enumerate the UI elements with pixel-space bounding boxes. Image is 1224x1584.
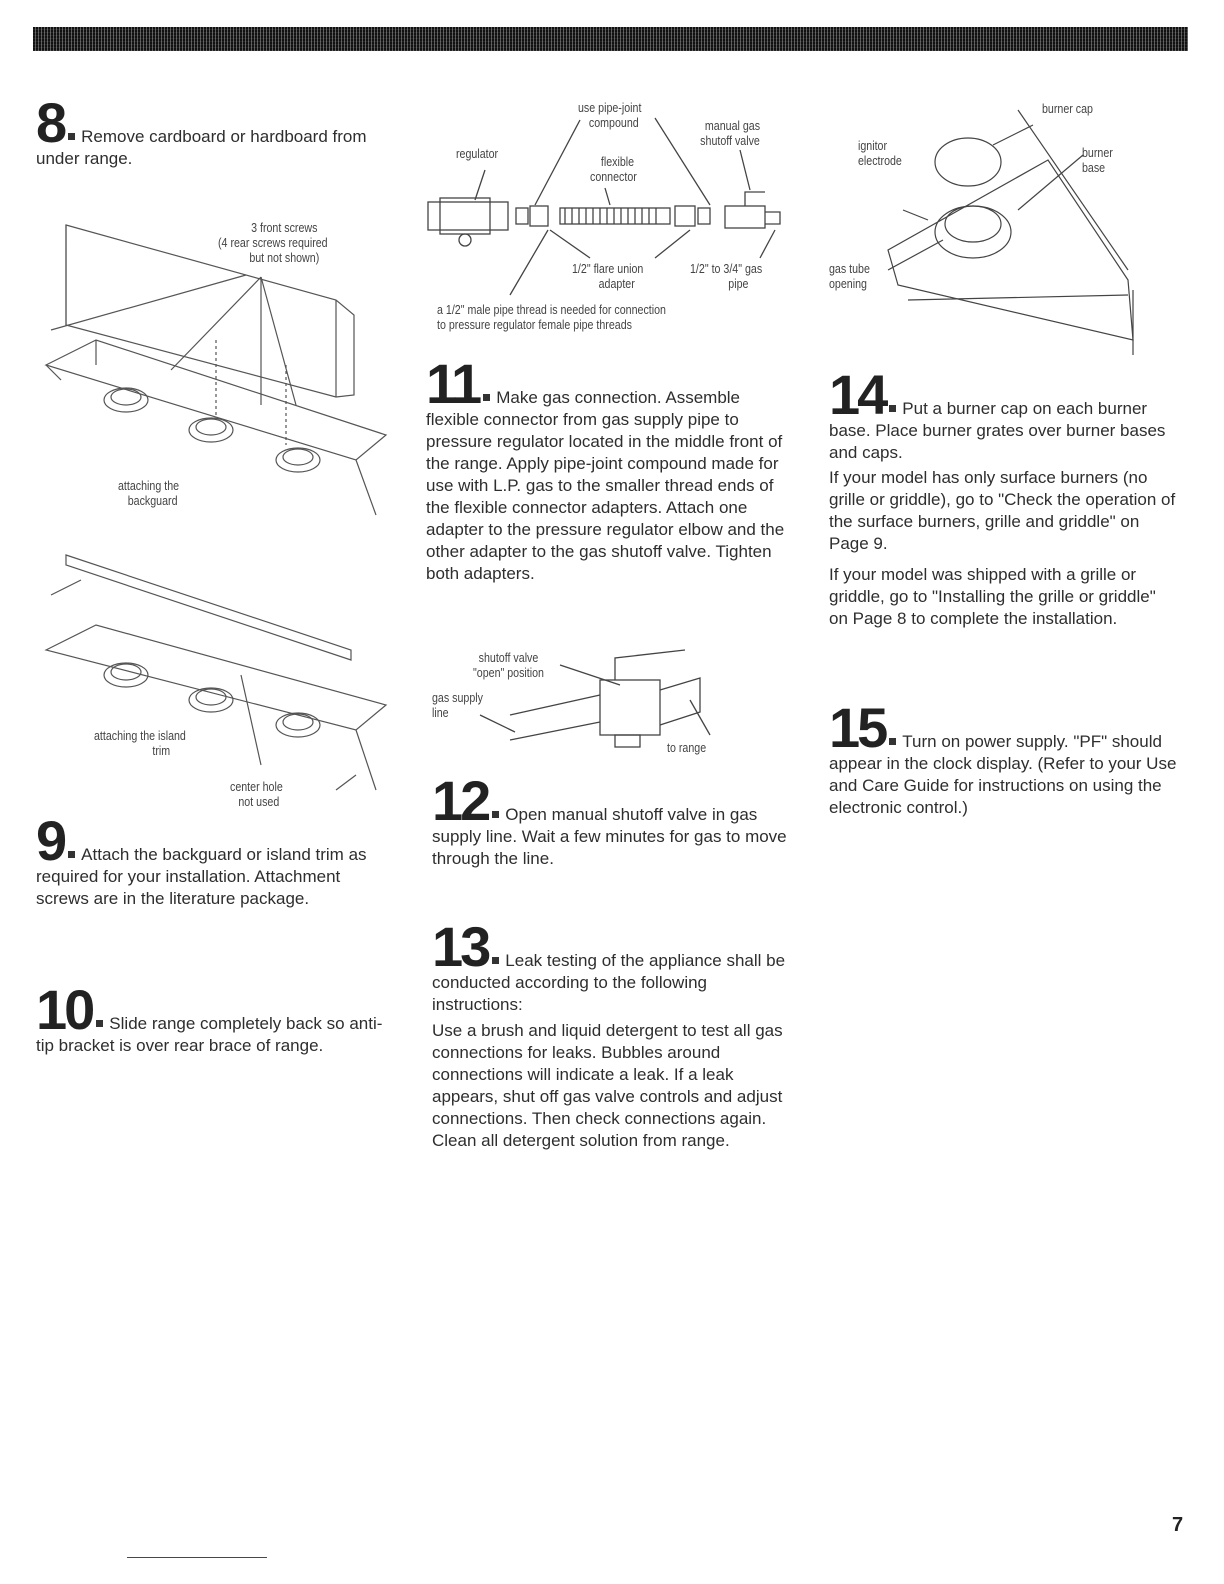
label-line: gas tube [829,261,870,276]
step-number: 10 [36,978,93,1041]
step-13-detail: Use a brush and liquid detergent to test all gas connections for leaks. Bubbles around connections will indicate a leak. If a leak appears, shut off gas valve controls and adjust connections. Then check connections again. Clean all detergent solution from range. [432,1021,783,1150]
step-number: 13 [432,915,489,978]
gas-tube-label [829,261,870,291]
manual-valve-label [700,118,760,148]
label-line: manual gas [704,118,761,133]
label-line: shutoff valve [478,650,539,665]
label-line: electrode [858,153,902,168]
label-line: gas supply [432,690,483,705]
step-text: Leak testing of the appliance shall be conducted according to the following instructions: [432,951,786,1014]
burner-base-label [1082,145,1113,175]
label-line: not used [238,794,280,809]
label-line: adapter [598,276,635,291]
step-13 [432,915,788,1016]
backguard-illustration [36,215,396,545]
label-line: attaching the [118,478,180,493]
label-line: burner [1082,145,1113,160]
page-number: 7 [1172,1514,1184,1536]
step-11 [426,352,788,585]
step-text: Slide range completely back so anti-tip bracket is over rear brace of range. [36,1014,383,1055]
label-line: pipe [728,276,749,291]
label-line: a 1/2" male pipe thread is needed for connection [437,302,666,317]
step-text: Open manual shutoff valve in gas supply line. Wait a few minutes for gas to move through the line. [432,805,787,868]
step-14-detail-1: If your model has only surface burners (no grille or griddle), go to "Check the operation of the surface burners, grille and griddle" on Page 9. [829,468,1176,553]
bullet-icon [68,133,75,140]
step-8 [36,91,396,170]
label-line: flexible [600,154,635,169]
step-15 [829,696,1179,819]
ignitor-label [858,138,902,168]
center-hole-label [230,779,283,809]
label-line: 1/2" flare union [572,261,644,276]
step-text: Remove cardboard or hardboard from under range. [36,127,367,168]
step-text: Attach the backguard or island trim as required for your installation. Attachment screws are in the literature package. [36,845,367,908]
step-text: Put a burner cap on each burner base. Place burner grates over burner bases and caps. [829,399,1166,462]
step-text: Turn on power supply. "PF" should appear in the clock display. (Refer to your Use and Care Guide for instructions on using the electronic control.) [829,732,1177,817]
label-line: base [1082,160,1106,175]
gas-pipe-label [690,261,762,291]
step-number: 9 [36,809,65,872]
label-line: use pipe-joint [578,100,642,115]
step-text: Make gas connection. Assemble flexible connector from gas supply pipe to pressure regulator located in the middle front of the range. Apply pipe-joint compound made for use with L.P. gas to the smaller thread ends of the flexible connector adapters. Attach one adapter to the pressure regulator elbow and the other adapter to the gas shutoff valve. Tighten both adapters. [426,388,785,583]
bullet-icon [483,394,490,401]
label-line: 1/2" to 3/4" gas [690,261,763,276]
header-bar [33,27,1188,51]
label-line: center hole [230,779,283,794]
flexible-connector-label [590,154,637,184]
step-14-detail-2: If your model was shipped with a grille or griddle, go to "Installing the grille or griddle" on Page 8 to complete the installation. [829,565,1156,628]
to-range-label: to range [667,740,707,755]
label-line: connector [590,169,637,184]
thread-note [437,302,666,332]
regulator-label: regulator [456,146,499,161]
island-caption [94,728,186,758]
island-trim-illustration [36,550,396,820]
step-14 [829,363,1179,464]
gas-supply-label [432,690,483,720]
step-number: 12 [432,769,489,832]
step-9 [36,809,396,910]
label-line: but not shown) [249,250,320,265]
bullet-icon [889,405,896,412]
label-line: "open" position [473,665,544,680]
bullet-icon [96,1020,103,1027]
label-line: ignitor [858,138,888,153]
label-line: 3 front screws [251,220,318,235]
label-line: backguard [127,493,178,508]
step-12 [432,769,788,870]
step-10 [36,978,396,1057]
shutoff-position-label [473,650,544,680]
flare-union-label [572,261,643,291]
burner-cap-label: burner cap [1042,101,1093,116]
label-line: to pressure regulator female pipe threads [437,317,632,332]
label-line: trim [152,743,171,758]
bullet-icon [68,851,75,858]
label-line: (4 rear screws required [218,235,328,250]
step-number: 8 [36,91,65,154]
label-line: shutoff valve [700,133,760,148]
step-number: 14 [829,363,886,426]
label-line: attaching the island [94,728,186,743]
backguard-caption [118,478,179,508]
step-number: 15 [829,696,886,759]
label-line: compound [588,115,639,130]
bullet-icon [492,811,499,818]
bullet-icon [889,738,896,745]
step-number: 11 [426,352,480,415]
label-line: line [432,705,449,720]
bullet-icon [492,957,499,964]
pipe-joint-label [578,100,641,130]
screws-label [218,220,328,265]
footer-rule [127,1557,267,1558]
label-line: opening [829,276,867,291]
